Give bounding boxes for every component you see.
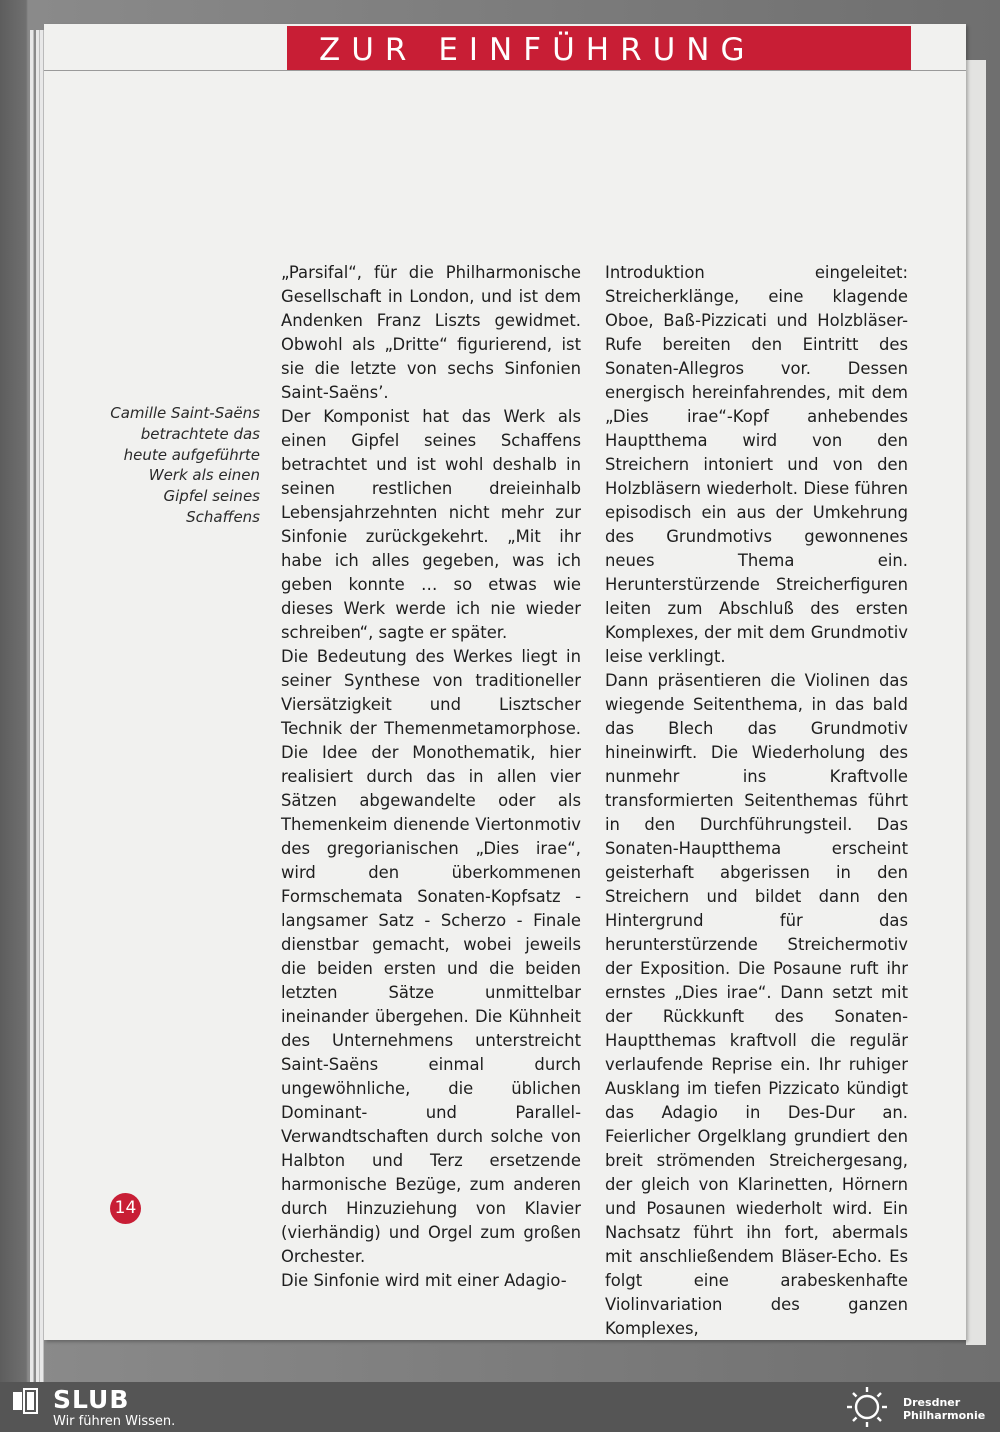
paragraph: Introduktion eingeleitet: Streicherklänge, eine klagende Oboe, Baß-Pizzicati und Holzbläser-Rufe bereiten den Eintritt des Sonaten-Allegros vor. Dessen energisch hereinfahrendes, mit dem „Dies irae“-Kopf anhebendes Hauptthema wird von den Streichern intoniert und von den Holzbläsern wiederholt. Diese führen episodisch ein aus der Umkehrung des Grundmotivs gewonnenes neues Thema ein. Herunterstürzende Streicherfiguren leiten zum Abschluß des ersten Komplexes, der mit dem Grundmotiv leise verklingt.: [605, 263, 908, 666]
text-column-left: [281, 261, 581, 1293]
next-page-edge: [966, 60, 986, 1345]
paragraph: Die Sinfonie wird mit einer Adagio-: [281, 1271, 567, 1290]
dresdner-philharmonie-logo-icon[interactable]: [842, 1385, 892, 1429]
page-number: 14: [110, 1193, 141, 1224]
paragraph: Die Bedeutung des Werkes liegt in seiner Synthese von traditioneller Viersätzigkeit und Lisztscher Technik der Themenmetamorphose. Die Idee der Monothematik, hier realisiert durch das in allen vier Sätzen abgewandelte oder als Themenkeim dienende Viertonmotiv des gregorianischen „Dies irae“, wird den überkommenen Formschemata Sonaten-Kopfsatz - langsamer Satz - Scherzo - Finale dienstbar gemacht, wobei jeweils die beiden ersten und die beiden letzten Sätze unmittelbar ineinander übergehen. Die Kühnheit des Unternehmens unterstreicht Saint-Saëns einmal durch ungewöhnliche, die üblichen Dominant- und Parallel-Verwandtschaften durch solche von Halbton und Terz ersetzende harmonische Bezüge, zum anderen durch Hinzuziehung von Klavier (vierhändig) und Orgel zum großen Orchester.: [281, 647, 581, 1266]
library-tagline: Wir führen Wissen.: [53, 1414, 176, 1429]
paragraph: Dann präsentieren die Violinen das wiegende Seitenthema, in das bald das Blech das Grundmotiv hineinwirft. Die Wiederholung des nunmehr ins Kraftvolle transformierten Seitenthemas führt in den Durchführungsteil. Das Sonaten-Hauptthema erscheint geisterhaft abgerissen in den Streichern und bildet dann den Hintergrund für das herunterstürzende Streichermotiv der Exposition. Die Posaune ruft ihr ernstes „Dies irae“. Dann setzt mit der Rückkunft des Sonaten-Hauptthemas kraftvoll die regulär verlaufende Reprise ein. Ihr ruhiger Ausklang im tiefen Pizzicato kündigt das Adagio in Des-Dur an. Feierlicher Orgelklang grundiert den breit strömenden Streichergesang, der gleich von Klarinetten, Hörnern und Posaunen wiederholt wird. Ein Nachsatz führt ihn fort, abermals mit anschließendem Bläser-Echo. Es folgt eine arabeskenhafte Violinvariation des ganzen Komplexes,: [605, 671, 908, 1338]
page-stack-edge: [30, 30, 34, 1388]
header-rule: [44, 70, 966, 71]
slub-logo-icon[interactable]: [11, 1388, 39, 1414]
paragraph: „Parsifal“, für die Philharmonische Gesellschaft in London, und ist dem Andenken Franz Liszts gewidmet. Obwohl als „Dritte“ figurierend, ist sie die letzte von sechs Sinfonien Saint-Saëns’.: [281, 263, 581, 402]
text-column-right: [605, 261, 908, 1341]
paragraph: Der Komponist hat das Werk als einen Gipfel seines Schaffens betrachtet und ist wohl deshalb in seinen restlichen dreieinhalb Lebensjahrzehnten nicht mehr zur Sinfonie zurückgekehrt. „Mit ihr habe ich alles gegeben, was ich geben konnte … so etwas wie dieses Werk werde ich nie wieder schreiben“, sagte er später.: [281, 407, 581, 642]
partner-name-line: Dresdner: [903, 1396, 961, 1409]
margin-note: Camille Saint-Saëns betrachtete das heute aufgeführte Werk als einen Gipfel seines Schaffens: [110, 404, 260, 526]
section-title: ZUR EINFÜHRUNG: [287, 26, 911, 70]
partner-name: [903, 1396, 985, 1422]
library-name[interactable]: SLUB: [53, 1385, 130, 1414]
partner-name-line: Philharmonie: [903, 1409, 986, 1422]
